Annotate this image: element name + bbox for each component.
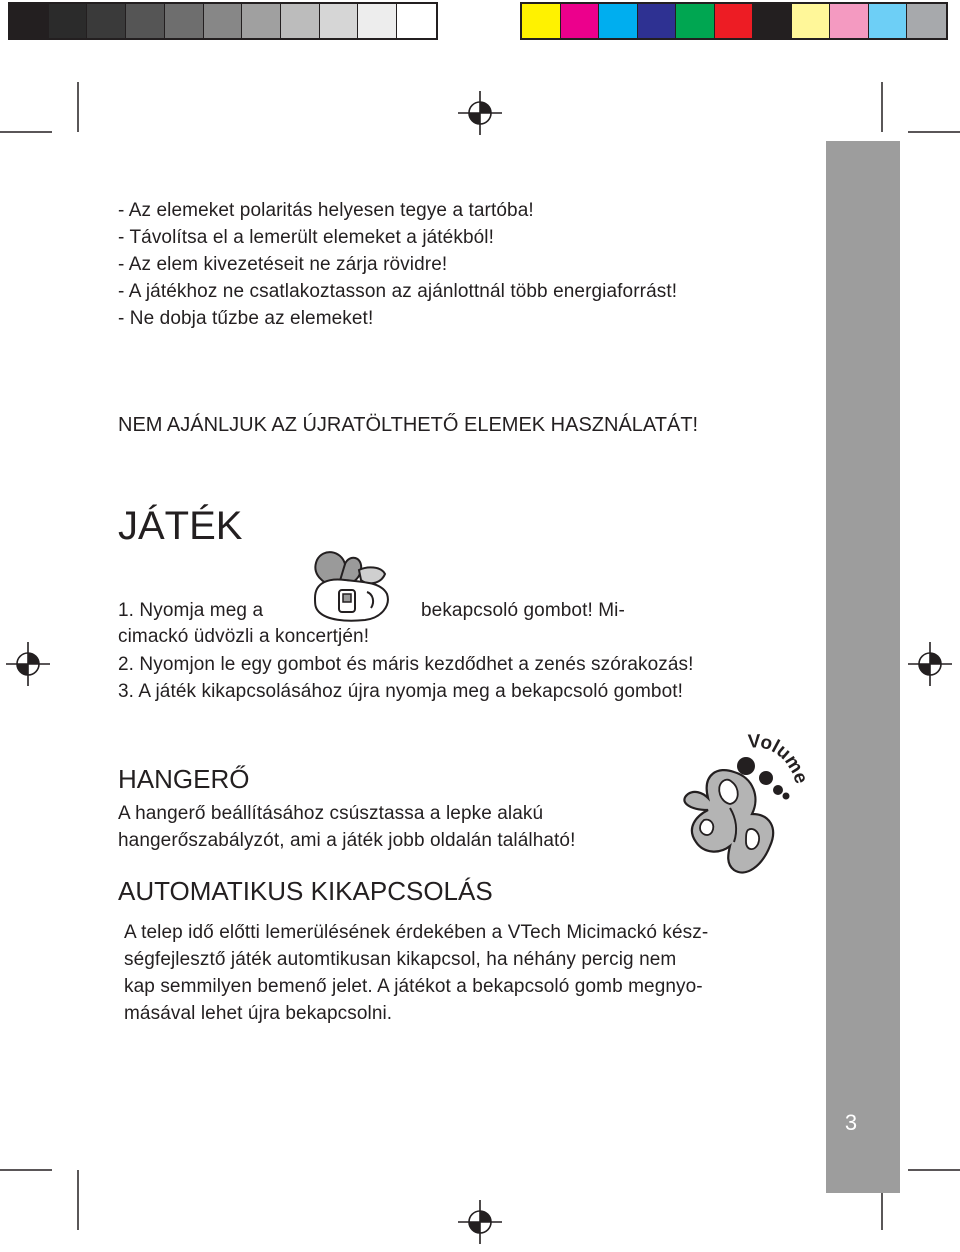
safety-item: - A játékhoz ne csatlakoztasson az ajánlottnál több energiaforrást! <box>118 281 678 302</box>
game-step-1-cont: cimackó üdvözli a koncertjén! <box>118 626 370 647</box>
safety-item: - Az elemeket polaritás helyesen tegye a tartóba! <box>118 200 534 221</box>
game-step-2: 2. Nyomjon le egy gombot és máris kezdődhet a zenés szórakozás! <box>118 654 694 675</box>
registration-target-icon <box>4 640 52 688</box>
side-tab <box>826 141 900 1193</box>
volume-label: Volume <box>747 731 812 787</box>
auto-off-text: másával lehet újra bekapcsolni. <box>124 1003 393 1024</box>
registration-target-icon <box>906 640 954 688</box>
auto-off-text: ségfejlesztő játék automtikusan kikapcsol, ha néhány percig nem <box>124 949 677 970</box>
volume-butterfly-icon <box>660 730 820 888</box>
auto-off-text: A telep idő előtti lemerülésének érdekében a VTech Micimackó kész- <box>124 922 709 943</box>
registration-target-icon <box>456 89 504 137</box>
section-heading-game: JÁTÉK <box>118 504 243 548</box>
volume-text: hangerőszabályzót, ami a játék jobb oldalán található! <box>118 830 576 851</box>
safety-item: - Az elem kivezetéseit ne zárja rövidre! <box>118 254 448 275</box>
power-button-icon <box>305 548 397 626</box>
safety-item: - Ne dobja tűzbe az elemeket! <box>118 308 374 329</box>
safety-item: - Távolítsa el a lemerült elemeket a játékból! <box>118 227 494 248</box>
section-heading-volume: HANGERŐ <box>118 764 250 794</box>
registration-target-icon <box>456 1198 504 1246</box>
auto-off-text: kap semmilyen bemenő jelet. A játékot a bekapcsoló gomb megnyo- <box>124 976 703 997</box>
page-number: 3 <box>844 1110 858 1135</box>
warning-text: NEM AJÁNLJUK AZ ÚJRATÖLTHETŐ ELEMEK HASZNÁLATÁT! <box>118 414 699 436</box>
game-step-3: 3. A játék kikapcsolásához újra nyomja meg a bekapcsoló gombot! <box>118 681 684 702</box>
game-step-1-start: 1. Nyomja meg a <box>118 600 264 621</box>
volume-text: A hangerő beállításához csúsztassa a lepke alakú <box>118 803 544 824</box>
section-heading-auto-off: AUTOMATIKUS KIKAPCSOLÁS <box>118 876 493 906</box>
game-step-1-end: bekapcsoló gombot! Mi- <box>421 600 625 621</box>
